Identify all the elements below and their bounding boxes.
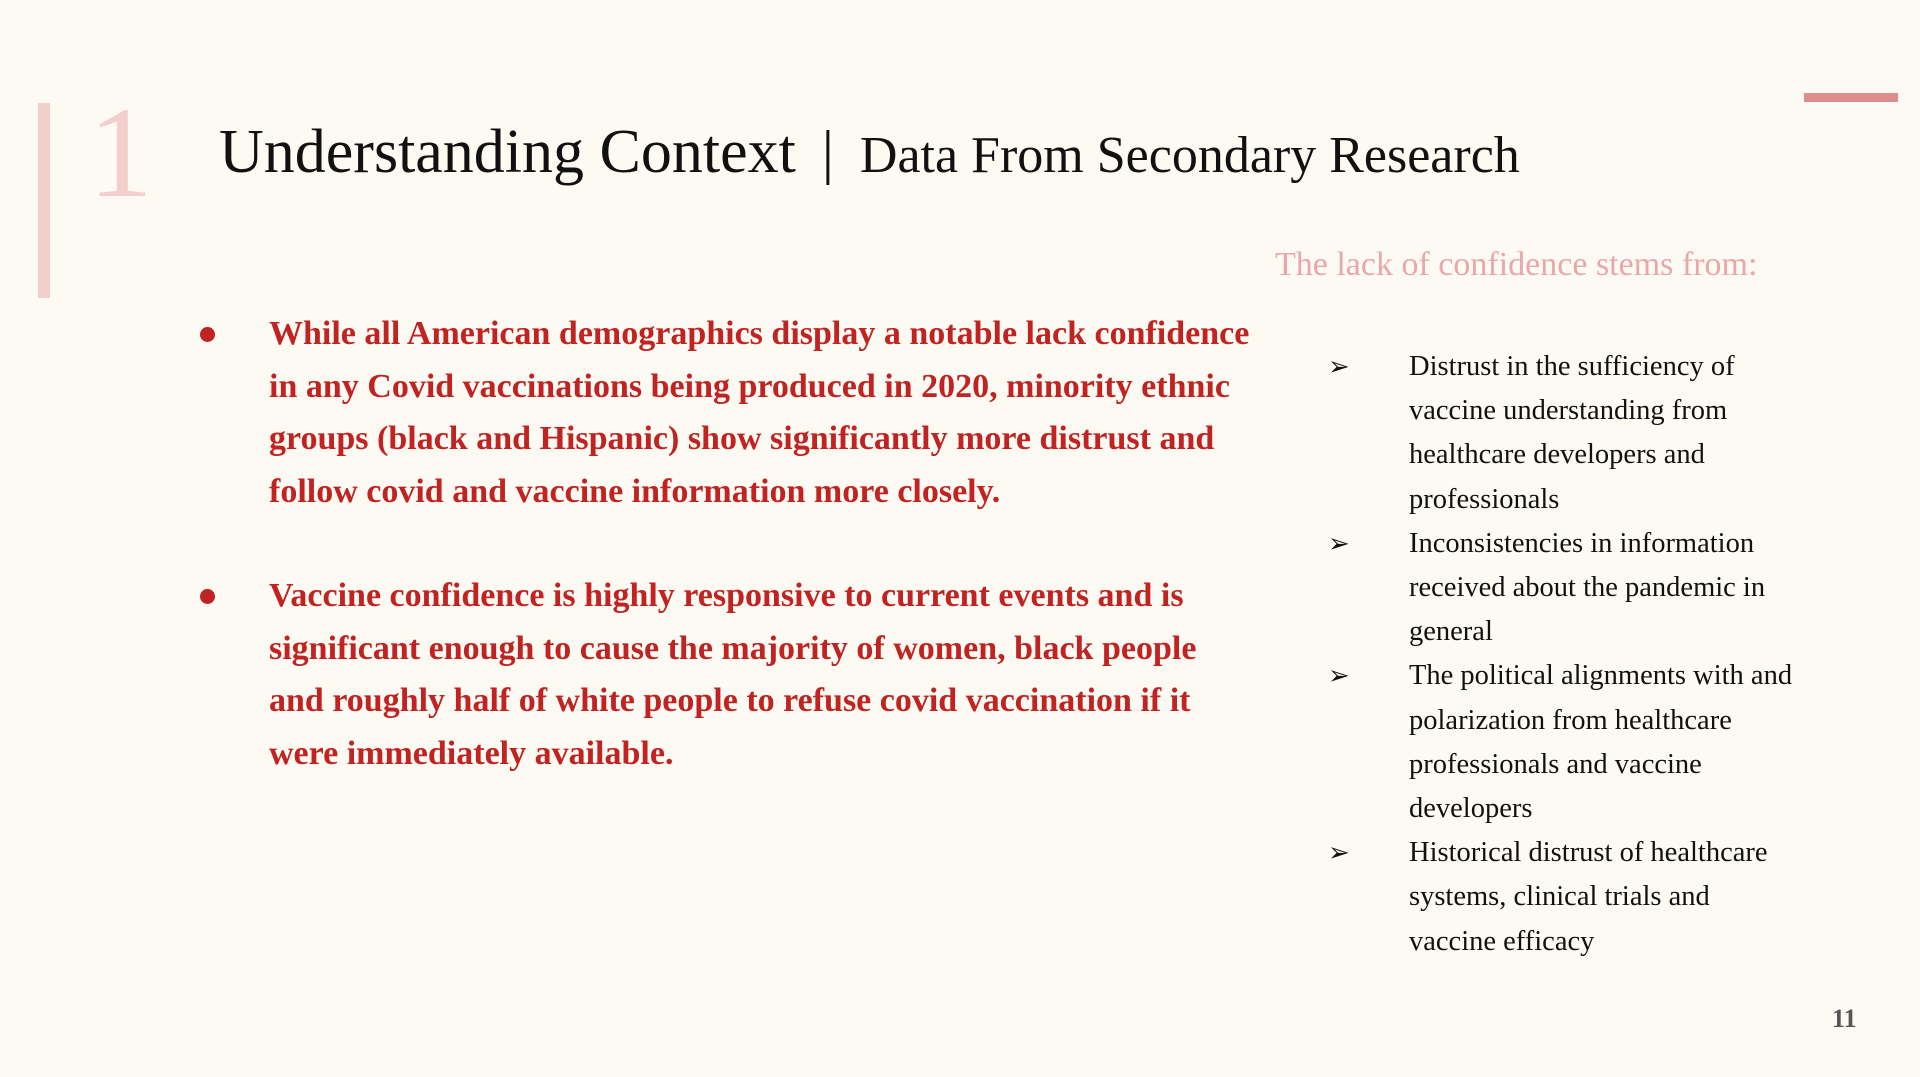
top-right-accent-bar: [1804, 93, 1898, 102]
page-number: 11: [1832, 1004, 1857, 1033]
slide-title: Understanding Context: [219, 118, 796, 186]
bullet-dot-icon: [200, 589, 215, 604]
main-bullet-item: [190, 308, 1250, 518]
main-bullet-list: [190, 308, 1250, 832]
side-list-item: [1328, 345, 1798, 522]
left-accent-bar: [38, 103, 50, 298]
arrow-bullet-icon: ➢: [1328, 838, 1350, 869]
side-list-text: Distrust in the sufficiency of vaccine understanding from healthcare developers and professionals: [1409, 351, 1735, 515]
side-list-text: Inconsistencies in information received about the pandemic in general: [1409, 527, 1766, 648]
side-list-item: [1328, 522, 1798, 655]
main-bullet-item: [190, 570, 1250, 780]
side-list-text: The political alignments with and polarization from healthcare professionals and vaccine developers: [1409, 660, 1793, 825]
bullet-dot-icon: [200, 327, 215, 342]
main-bullet-text: Vaccine confidence is highly responsive to current events and is significant enough to cause the majority of women, black people and roughly half of white people to refuse covid vaccination if it were immediately available.: [269, 577, 1197, 772]
slide-subtitle: Data From Secondary Research: [859, 127, 1520, 184]
main-bullet-text: While all American demographics display a notable lack confidence in any Covid vaccinations being produced in 2020, minority ethnic groups (black and Hispanic) show significantly more distrust and follow covid and vaccine information more closely.: [269, 315, 1250, 510]
side-panel-list: [1328, 345, 1798, 964]
section-number: 1: [88, 81, 153, 225]
arrow-bullet-icon: ➢: [1328, 661, 1350, 692]
side-panel-heading: The lack of confidence stems from:: [1275, 246, 1758, 283]
arrow-bullet-icon: ➢: [1328, 528, 1350, 559]
title-separator: |: [821, 119, 834, 185]
slide-title-row: [219, 112, 1520, 196]
arrow-bullet-icon: ➢: [1328, 352, 1350, 382]
side-list-text: Historical distrust of healthcare systems, clinical trials and vaccine efficacy: [1409, 837, 1768, 957]
side-list-item: [1328, 831, 1798, 964]
side-list-item: [1328, 654, 1798, 831]
